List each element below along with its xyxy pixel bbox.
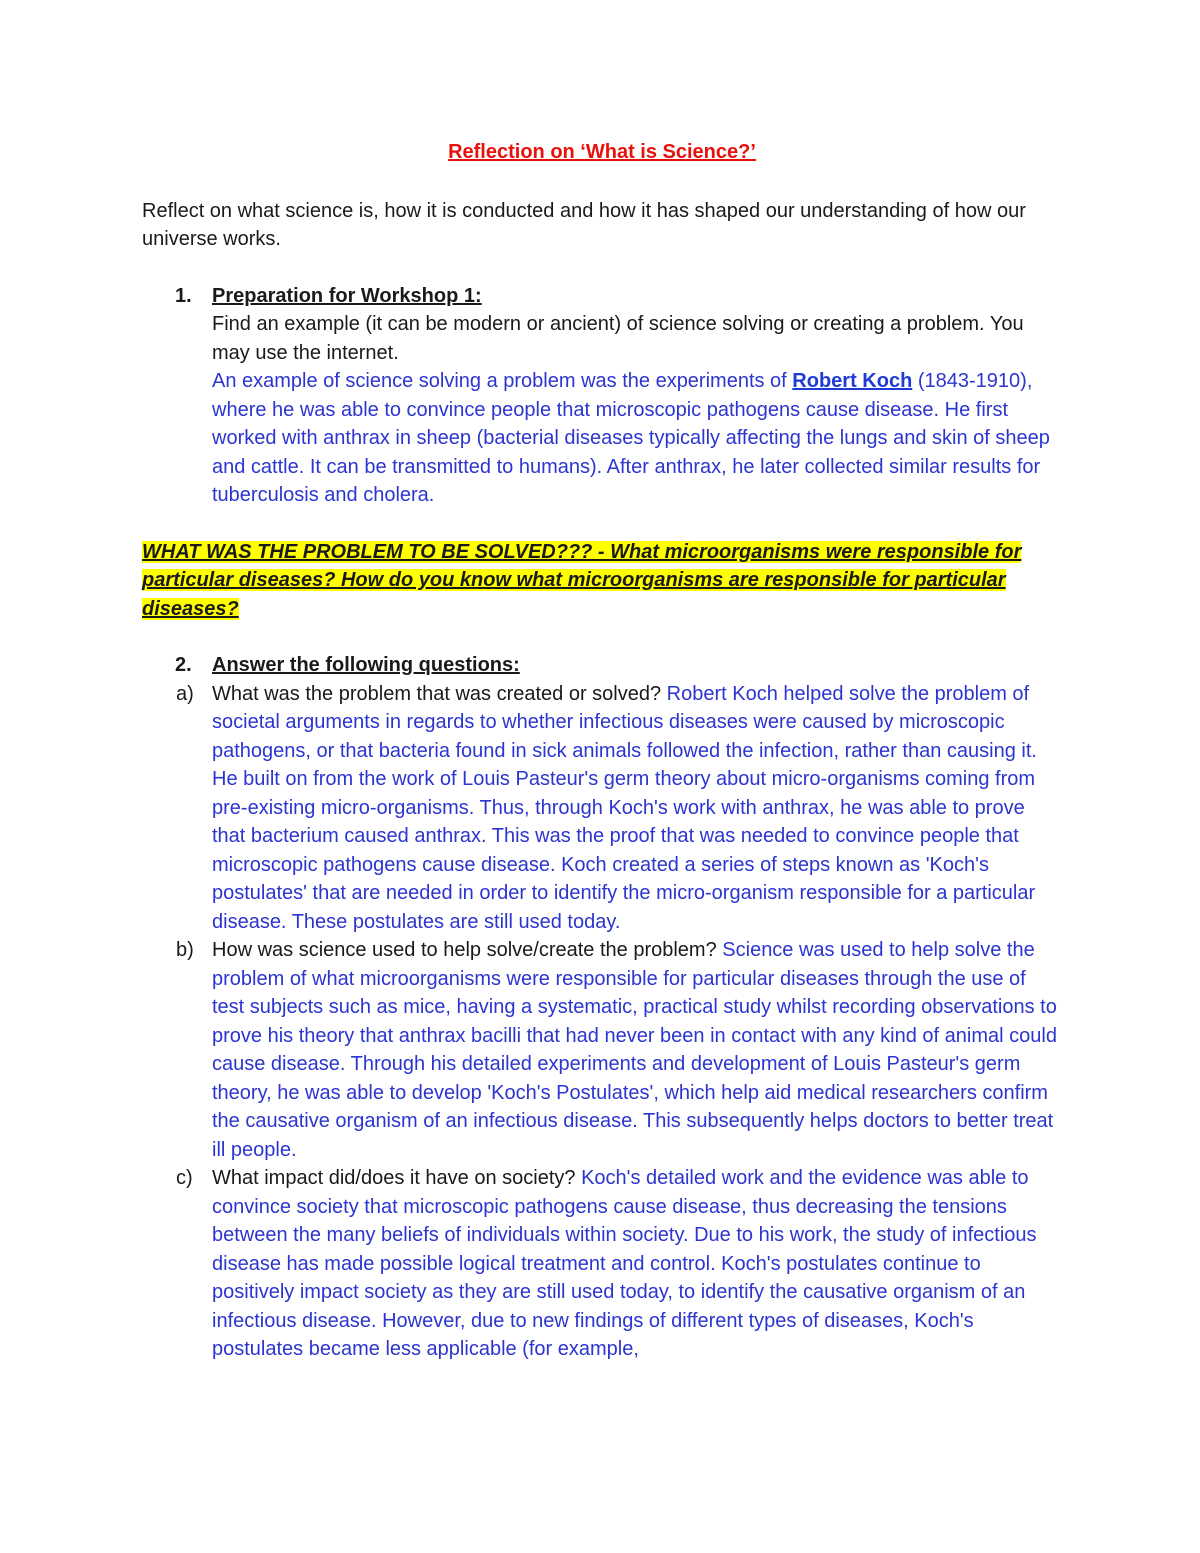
section-questions bbox=[142, 651, 1062, 680]
answer-text: Science was used to help solve the problem of what microorganisms were responsible for particular diseases through the use of test subjects such as mice, having a systematic, practical study whilst recording observations to prove his theory that anthrax bacilli that had never been in contact with any kind of animal could cause disease. Through his detailed experiments and development of Louis Pasteur's germ theory, he was able to develop 'Koch's Postulates', which help aid medical researchers confirm the causative organism of an infectious disease. This subsequently helps doctors to better treat ill people. bbox=[212, 939, 1057, 1161]
question-letter: a) bbox=[176, 682, 194, 705]
intro-paragraph: Reflect on what science is, how it is conducted and how it has shaped our understanding of how our universe works. bbox=[142, 199, 1026, 250]
question-item-c bbox=[142, 1164, 1062, 1364]
section-preparation bbox=[142, 282, 1062, 510]
section-prompt: Find an example (it can be modern or ancient) of science solving or creating a problem. You may use the internet. bbox=[212, 313, 1024, 364]
section-answer bbox=[212, 367, 1062, 510]
question-letter: b) bbox=[176, 939, 194, 961]
section-number: 1. bbox=[175, 284, 192, 307]
answer-text-continued: (1843-1910), where he was able to convince people that microscopic pathogens cause disease. He first worked with anthrax in sheep (bacterial diseases typically affecting the lungs and skin of sheep and cattle. It can be transmitted to humans). After anthrax, he later collected similar results for tuberculosis and cholera. bbox=[212, 370, 1050, 506]
question-text: What impact did/does it have on society? bbox=[212, 1167, 582, 1189]
answer-text: Robert Koch helped solve the problem of societal arguments in regards to whether infectious diseases were caused by microscopic pathogens, or that bacteria found in sick animals followed the infection, rather than causing it. He built on from the work of Louis Pasteur's germ theory about micro-organisms coming from pre-existing micro-organisms. Thus, through Koch's work with anthrax, he was able to prove that bacterium caused anthrax. This was the proof that was needed to convince people that microscopic pathogens cause disease. Koch created a series of steps known as 'Koch's postulates' that are needed in order to identify the micro-organism responsible for a particular disease. These postulates are still used today. bbox=[212, 682, 1037, 933]
question-text: What was the problem that was created or solved? bbox=[212, 682, 667, 705]
section-number: 2. bbox=[175, 654, 192, 676]
section-heading: Preparation for Workshop 1: bbox=[212, 284, 482, 307]
answer-text: An example of science solving a problem was the experiments of bbox=[212, 370, 793, 392]
robert-koch-link[interactable]: Robert Koch bbox=[792, 370, 913, 392]
document-page bbox=[142, 138, 1062, 1364]
answer-text: Koch's detailed work and the evidence was able to convince society that microscopic pathogens cause disease, thus decreasing the tensions between the many beliefs of individuals within society. Due to his work, the study of infectious disease has made possible logical treatment and control. Koch's postulates continue to positively impact society as they are still used today, to identify the causative organism of an infectious disease. However, due to new findings of different types of diseases, Koch's postulates became less applicable (for example, bbox=[212, 1167, 1037, 1360]
question-letter: c) bbox=[176, 1167, 193, 1189]
highlighted-question bbox=[142, 538, 1062, 624]
question-text: How was science used to help solve/create the problem? bbox=[212, 939, 723, 961]
question-item-b bbox=[142, 936, 1062, 1164]
highlighted-text: WHAT WAS THE PROBLEM TO BE SOLVED??? - What microorganisms were responsible for particular diseases? How do you know what microorganisms are responsible for particular diseases? bbox=[142, 540, 1022, 620]
question-list bbox=[142, 680, 1062, 1364]
document-title: Reflection on ‘What is Science?’ bbox=[448, 141, 756, 163]
section-heading: Answer the following questions: bbox=[212, 654, 520, 676]
question-item-a bbox=[142, 680, 1062, 937]
